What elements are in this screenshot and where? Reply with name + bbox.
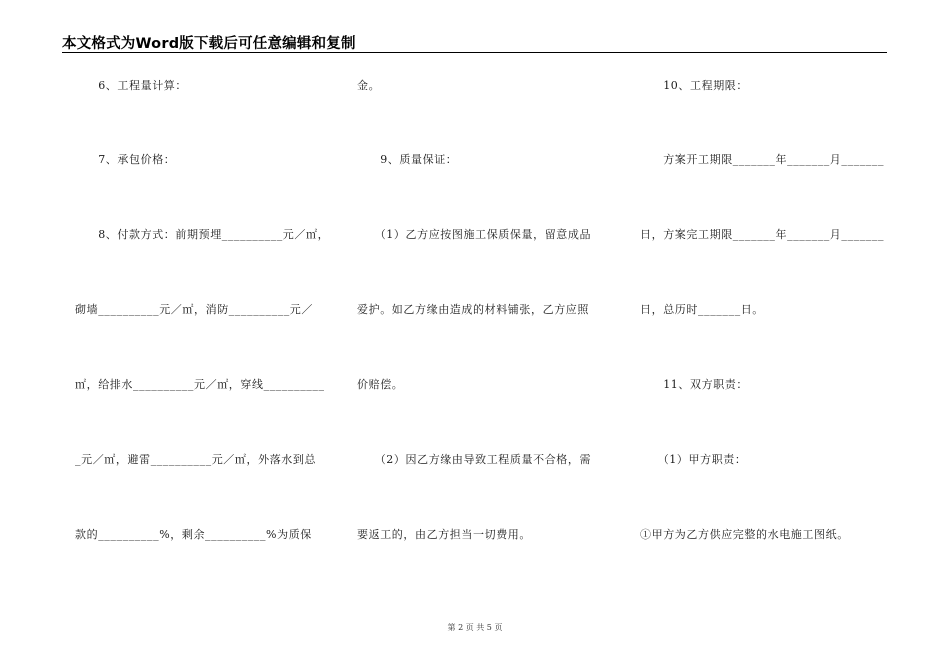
middle-line-5: 价赔偿。 bbox=[357, 378, 404, 391]
middle-line-7: 要返工的，由乙方担当一切费用。 bbox=[357, 528, 531, 541]
left-line-6: _元／㎡，避雷__________元／㎡，外落水到总 bbox=[75, 453, 317, 466]
right-line-5: 11、双方职责： bbox=[640, 378, 748, 391]
left-line-5: ㎡，给排水__________元／㎡，穿线__________ bbox=[75, 378, 325, 391]
right-line-6: （1）甲方职责： bbox=[640, 453, 747, 466]
right-line-4: 日，总历时_______日。 bbox=[640, 303, 764, 316]
right-line-1: 10、工程期限： bbox=[640, 79, 748, 92]
left-line-1: 6、工程量计算： bbox=[75, 79, 187, 92]
middle-line-3: （1）乙方应按图施工保质保量，留意成品 bbox=[357, 228, 592, 241]
middle-line-6: （2）因乙方缘由导致工程质量不合格，需 bbox=[357, 453, 592, 466]
left-column bbox=[75, 0, 330, 672]
middle-line-2: 9、质量保证： bbox=[357, 153, 458, 166]
document-header-title: 本文格式为Word版下载后可任意编辑和复制 bbox=[62, 36, 356, 52]
left-line-3: 8、付款方式：前期预埋__________元／㎡， bbox=[75, 228, 330, 241]
middle-column bbox=[357, 0, 607, 672]
middle-line-1: 金。 bbox=[357, 79, 381, 92]
left-line-7: 款的__________%，剩余__________%为质保 bbox=[75, 528, 312, 541]
page-number: 第 2 页 共 5 页 bbox=[447, 623, 503, 632]
right-line-3: 日，方案完工期限_______年_______月_______ bbox=[640, 228, 885, 241]
right-line-7: ①甲方为乙方供应完整的水电施工图纸。 bbox=[640, 528, 849, 541]
left-line-2: 7、承包价格： bbox=[75, 153, 176, 166]
right-column bbox=[640, 0, 890, 672]
middle-line-4: 爱护。如乙方缘由造成的材料铺张，乙方应照 bbox=[357, 303, 589, 316]
left-line-4: 砌墙__________元／㎡，消防__________元／ bbox=[75, 303, 313, 316]
right-line-2: 方案开工期限_______年_______月_______ bbox=[640, 153, 885, 166]
